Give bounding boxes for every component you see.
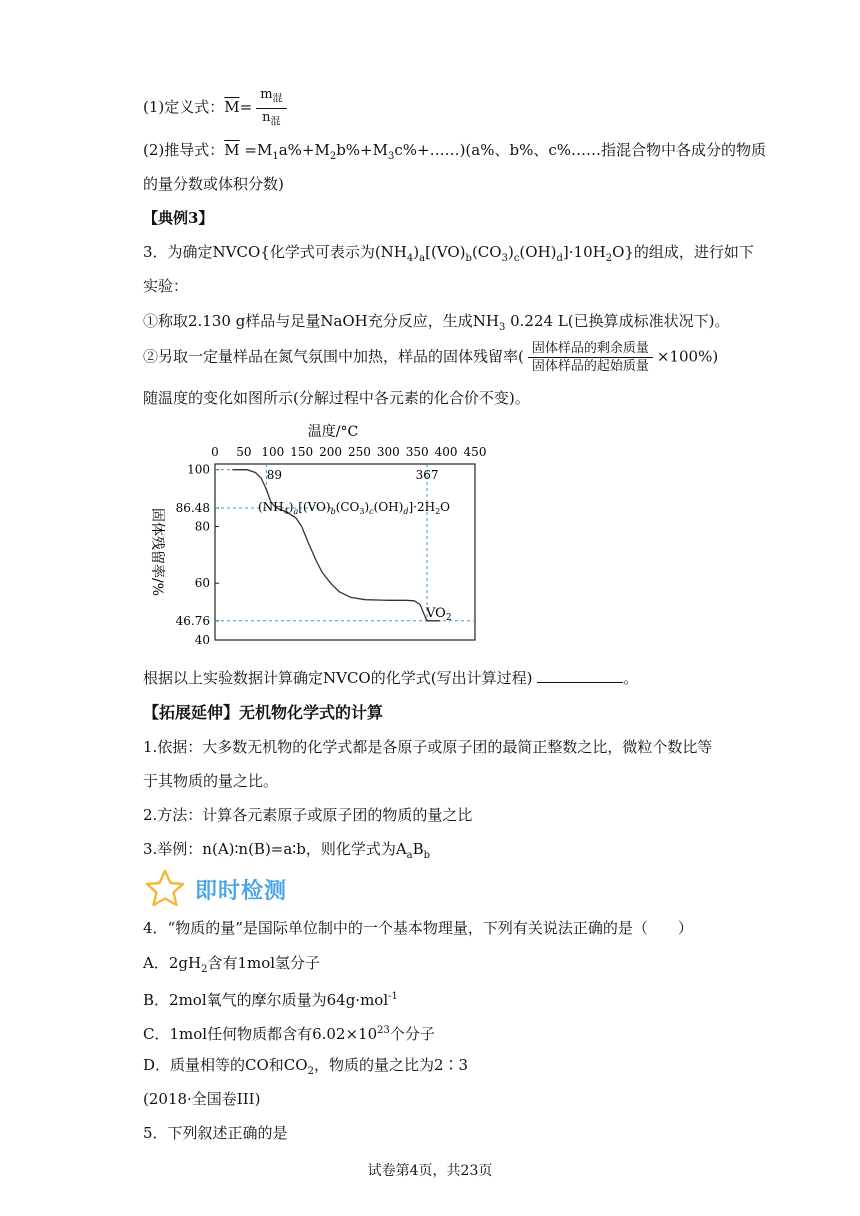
answer-blank[interactable] xyxy=(537,668,623,683)
x-tick-labels xyxy=(211,445,486,459)
x-tick-450: 450 xyxy=(463,445,487,459)
y-tick-40: 40 xyxy=(194,633,210,647)
q3-step2: ②另取一定量样品在氮气氛围中加热，样品的固体残留率( $\frac{\text{固体样品的剩余质量}}{\text{固体样品的起始质量}}$ ×100%) xyxy=(143,341,719,374)
extension-heading: 【拓展延伸】无机物化学式的计算 xyxy=(143,703,384,722)
x-tick-300: 300 xyxy=(376,445,400,459)
extension-p2: 2.方法：计算各元素原子或原子团的物质的量之比 xyxy=(143,806,473,824)
annotation-367: 367 xyxy=(415,468,439,482)
y-tick-100: 100 xyxy=(187,462,210,477)
x-tick-350: 350 xyxy=(405,445,429,459)
y-tick-60: 60 xyxy=(194,576,210,591)
x-tick-150: 150 xyxy=(290,445,314,459)
fraction-denominator: $n_混$ xyxy=(262,109,281,128)
equals-sign: = xyxy=(239,98,253,117)
x-tick-200: 200 xyxy=(319,445,343,459)
derived-formula-line1: (2)推导式：$\overline{M}$ $=M_1a\%+M_2b\%+M_3c\%+\dots\dots)(a\%$、b%、c%……指混合物中各成分的物质 xyxy=(143,141,766,162)
x-tick-0: 0 xyxy=(211,445,219,459)
extension-p3: 3.举例：n(A)∶n(B)=a∶b，则化学式为$A_aB_b$ xyxy=(143,840,431,861)
extension-p1-line2: 于其物质的量之比。 xyxy=(143,772,279,790)
q5-stem: 5．下列叙述正确的是 xyxy=(143,1124,288,1142)
residue-rate-chart xyxy=(143,416,503,652)
y-tick-labels xyxy=(176,463,219,647)
definition-formula xyxy=(143,86,291,130)
page-footer: 试卷第4页，共23页 xyxy=(367,1163,493,1179)
example-heading: 【典例3】 xyxy=(143,209,214,227)
y-tick-86-48: 86.48 xyxy=(175,501,210,516)
x-axis-label: 温度/°C xyxy=(307,424,359,440)
y-tick-46-76: 46.76 xyxy=(175,613,210,628)
q4-option-d[interactable]: D．质量相等的CO和$CO_2$，物质的量之比为2∶3 xyxy=(143,1056,469,1077)
fraction-numerator: $m_混$ xyxy=(256,86,286,109)
star-icon xyxy=(143,868,187,908)
end-product-label: $VO_2$ xyxy=(426,606,452,623)
temperature-annotations xyxy=(267,468,439,482)
definition-label: (1)定义式： xyxy=(143,98,225,117)
derived-formula-line2: 的量分数或体积分数) xyxy=(143,175,284,193)
source-note: (2018·全国卷III) xyxy=(143,1090,261,1108)
x-tick-250: 250 xyxy=(347,445,371,459)
q3-line2: 实验： xyxy=(143,277,189,295)
q4-option-a[interactable]: A．$2gH_2$含有1mol氢分子 xyxy=(143,954,321,975)
y-tick-80: 80 xyxy=(194,519,210,534)
mid-compound-label: $(NH_4)_a[(VO)_b(CO_3)_c(OH)_d]\cdot 2H_2O$ xyxy=(258,500,450,516)
extension-p1-line1: 1.依据：大多数无机物的化学式都是各原子或原子团的最简正整数之比，微粒个数比等 xyxy=(143,738,713,756)
q3-ask: 根据以上实验数据计算确定NVCO的化学式(写出计算过程) 。 xyxy=(143,669,639,687)
x-tick-400: 400 xyxy=(434,445,458,459)
q4-option-b[interactable]: B．2mol氧气的摩尔质量为64g·mol$^{-1}$ xyxy=(143,991,398,1009)
x-tick-100: 100 xyxy=(261,445,285,459)
mass-over-moles-fraction xyxy=(256,86,286,130)
q3-step1: ①称取2.130 g样品与足量NaOH充分反应，生成$NH_3$ 0.224 L(已换算成标准状况下)。 xyxy=(143,312,730,333)
annotation-89: 89 xyxy=(266,468,283,482)
q3-line1: 3．为确定NVCO{化学式可表示为$(NH_4)_a[(VO)_b(CO_3)_c(OH)_d]\cdot 10H_2O$}的组成，进行如下 xyxy=(143,243,754,264)
q4-option-c[interactable]: C．1mol任何物质都含有$6.02\times 10^{23}$个分子 xyxy=(143,1025,435,1043)
residue-curve xyxy=(232,470,440,621)
mean-molar-mass-symbol: $\overline{M}$ xyxy=(224,98,240,117)
residue-rate-fraction: $\frac{\text{固体样品的剩余质量}}{\text{固体样品的起始质量}}$ xyxy=(528,340,653,375)
q4-stem: 4．“物质的量”是国际单位制中的一个基本物理量，下列有关说法正确的是（ ） xyxy=(143,919,693,937)
x-tick-50: 50 xyxy=(236,445,252,459)
q3-step2-line2: 随温度的变化如图所示(分解过程中各元素的化合价不变)。 xyxy=(143,389,530,407)
instant-check-banner xyxy=(143,868,343,908)
y-axis-label: 固体残留率/% xyxy=(149,507,165,597)
guide-lines xyxy=(215,464,475,621)
instant-check-title: 即时检测 xyxy=(195,879,288,904)
